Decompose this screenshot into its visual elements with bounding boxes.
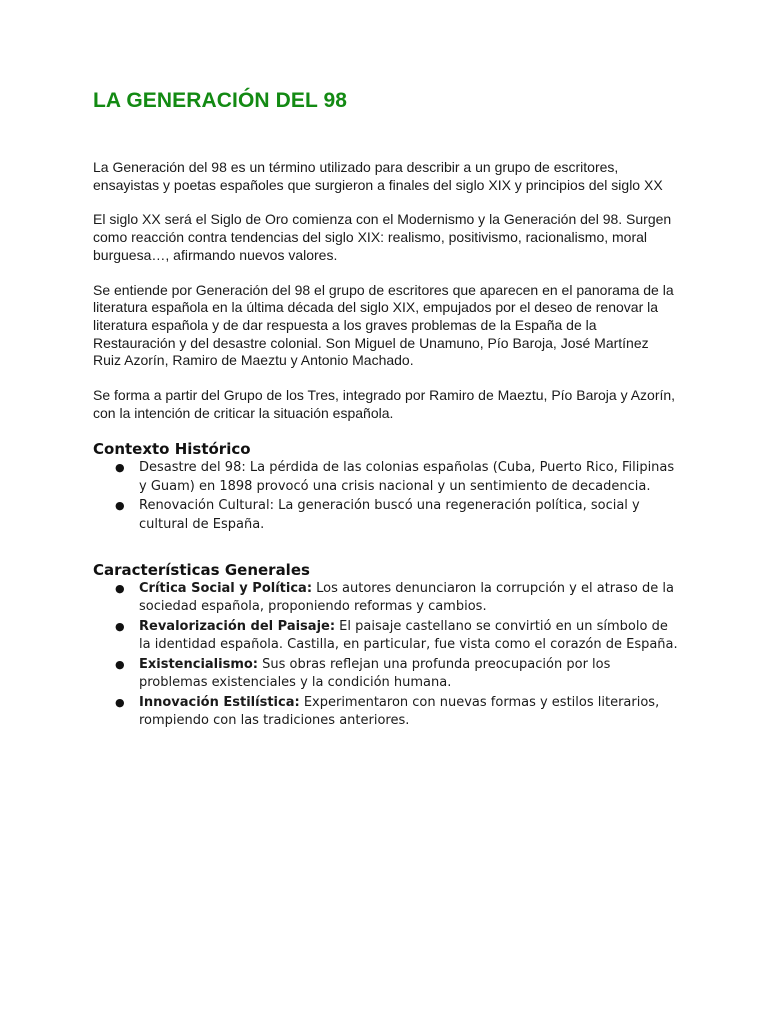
list-item-text: El paisaje castellano se convirtió en un símbolo de la identidad española. Castilla, en particular, fue vista como el corazón de España. [139, 618, 678, 653]
list-item-text: Desastre del 98: La pérdida de las colonias españolas (Cuba, Puerto Rico, Filipinas y Guam) en 1898 provocó una crisis nacional y un sentimiento de decadencia. [139, 460, 675, 494]
paragraph: La Generación del 98 es un término utilizado para describir a un grupo de escritores, ensayistas y poetas españoles que surgieron a finales del siglo XIX y principios del siglo XX [93, 159, 663, 193]
bullet-icon: ● [115, 499, 125, 513]
bullet-icon: ● [115, 582, 125, 596]
document-title: LA GENERACIÓN DEL 98 [93, 89, 348, 112]
bullet-icon: ● [115, 461, 125, 475]
list-item [93, 694, 678, 731]
list-item [93, 618, 678, 655]
list-item-text: Sus obras reflejan una profunda preocupación por los problemas existenciales y la condición humana. [139, 656, 611, 691]
bullet-icon: ● [115, 657, 125, 671]
list-item [93, 459, 678, 496]
list-item-text: Experimentaron con nuevas formas y estilos literarios, rompiendo con las tradiciones anteriores. [139, 694, 660, 728]
document-page [93, 88, 678, 731]
bullet-icon: ● [115, 619, 125, 633]
list-item-term: Revalorización del Paisaje: [139, 618, 336, 634]
list-item-term: Crítica Social y Política: [139, 581, 313, 597]
paragraph: El siglo XX será el Siglo de Oro comienza con el Modernismo y la Generación del 98. Surgen como reacción contra tendencias del siglo XIX: realismo, positivismo, racionalismo, moral burguesa…, afirmando nuevos valores. [93, 211, 672, 263]
paragraph: Se entiende por Generación del 98 el grupo de escritores que aparecen en el panorama de la literatura española en la última década del siglo XIX, empujados por el deseo de renovar la literatura española y de dar respuesta a los graves problemas de la España de la Restauración y del desastre colonial. Son Miguel de Unamuno, Pío Baroja, José Martínez Ruiz Azorín, Ramiro de Maeztu y Antonio Machado. [93, 281, 674, 369]
list-item-text: Los autores denunciaron la corrupción y el atraso de la sociedad española, proponiendo reformas y cambios. [139, 581, 674, 615]
list-item [93, 497, 678, 534]
list-item [93, 656, 678, 693]
paragraph: Se forma a partir del Grupo de los Tres, integrado por Ramiro de Maeztu, Pío Baroja y Azorín, con la intención de criticar la situación española. [93, 387, 676, 421]
section-heading-features: Características Generales [93, 561, 310, 580]
section-heading-context: Contexto Histórico [93, 440, 251, 459]
bullet-icon: ● [115, 695, 125, 709]
features-list [93, 580, 678, 730]
list-item [93, 580, 678, 617]
list-item-text: Renovación Cultural: La generación buscó una regeneración política, social y cultural de España. [139, 498, 640, 532]
intro-section [93, 159, 678, 422]
list-item-term: Existencialismo: [139, 656, 259, 672]
context-list [93, 459, 678, 534]
list-item-term: Innovación Estilística: [139, 694, 300, 710]
